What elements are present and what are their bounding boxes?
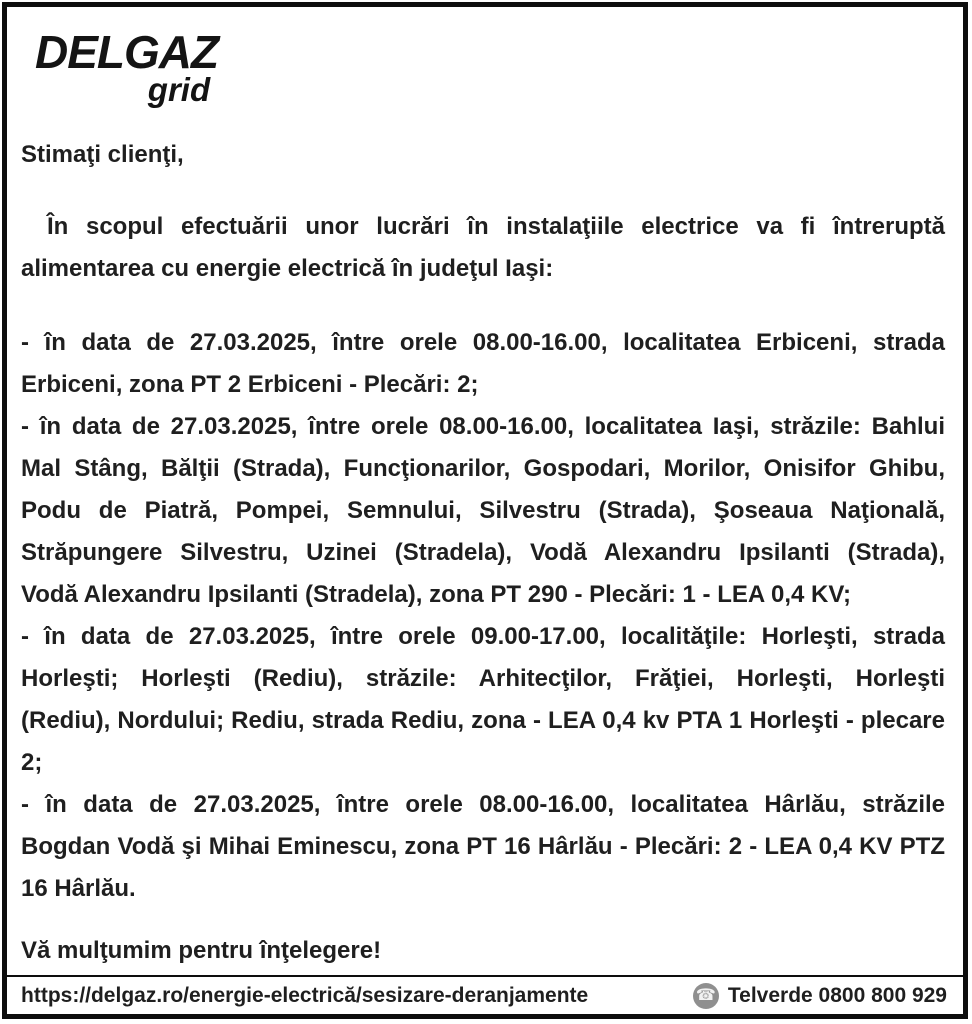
notice-content (7, 7, 963, 975)
text-line: Mal Stâng, Bălţii (Strada), Funcţionarilor, Gospodari, Morilor, Onisifor Ghibu, (21, 455, 945, 482)
text-line: Vodă Alexandru Ipsilanti (Stradela), zona PT 290 - Plecări: 1 - LEA 0,4 KV; (21, 581, 852, 608)
closing-text: Vă mulţumim pentru înţelegere! (21, 937, 382, 964)
outage-item-harlau (21, 784, 945, 910)
text-line: Erbiceni, zona PT 2 Erbiceni - Plecări: 2; (21, 371, 479, 398)
text-line: 16 Hârlău. (21, 875, 136, 902)
text-line: alimentarea cu energie electrică în judeţul Iaşi: (21, 255, 554, 282)
greeting-text: Stimaţi clienţi, (21, 141, 184, 168)
delgaz-wordmark: DELGAZ (35, 26, 219, 78)
footer-phone (693, 983, 947, 1009)
footer-bar (7, 975, 963, 1014)
notice-frame (2, 2, 968, 1019)
text-line: - în data de 27.03.2025, între orele 08.00-16.00, localitatea Iaşi, străzile: Bahlui (21, 413, 945, 440)
outage-item-horlesti (21, 616, 945, 784)
outage-list (21, 322, 945, 910)
text-line: În scopul efectuării unor lucrări în instalaţiile electrice va fi întreruptă (47, 213, 945, 240)
text-line: Bogdan Vodă şi Mihai Eminescu, zona PT 16 Hârlău - Plecări: 2 - LEA 0,4 KV PTZ (21, 833, 945, 860)
text-line: - în data de 27.03.2025, între orele 08.00-16.00, localitatea Hârlău, străzile (21, 791, 945, 818)
text-line: - în data de 27.03.2025, între orele 09.00-17.00, localităţile: Horleşti, strada (21, 623, 945, 650)
text-line: 2; (21, 749, 43, 776)
text-line: - în data de 27.03.2025, între orele 08.00-16.00, localitatea Erbiceni, strada (21, 329, 945, 356)
footer-phone-label: Telverde 0800 800 929 (727, 983, 947, 1007)
outage-item-erbiceni (21, 322, 945, 406)
text-line: Podu de Piatră, Pompei, Semnului, Silvestru (Strada), Şoseaua Naţională, (21, 497, 945, 524)
text-line: Horleşti; Horleşti (Rediu), străzile: Arhitecţilor, Frăţiei, Horleşti, Horleşti (21, 665, 945, 692)
intro-paragraph (21, 206, 945, 290)
delgaz-grid-logo (35, 26, 219, 108)
outage-item-iasi (21, 406, 945, 616)
text-line: (Rediu), Nordului; Rediu, strada Rediu, zona - LEA 0,4 kv PTA 1 Horleşti - plecare (21, 707, 945, 734)
grid-wordmark: grid (147, 71, 211, 108)
text-line: Străpungere Silvestru, Uzinei (Stradela), Vodă Alexandru Ipsilanti (Strada), (21, 539, 945, 566)
footer-url: https://delgaz.ro/energie-electrică/sesizare-deranjamente (21, 983, 589, 1007)
telephone-icon: ☎ (693, 983, 719, 1009)
